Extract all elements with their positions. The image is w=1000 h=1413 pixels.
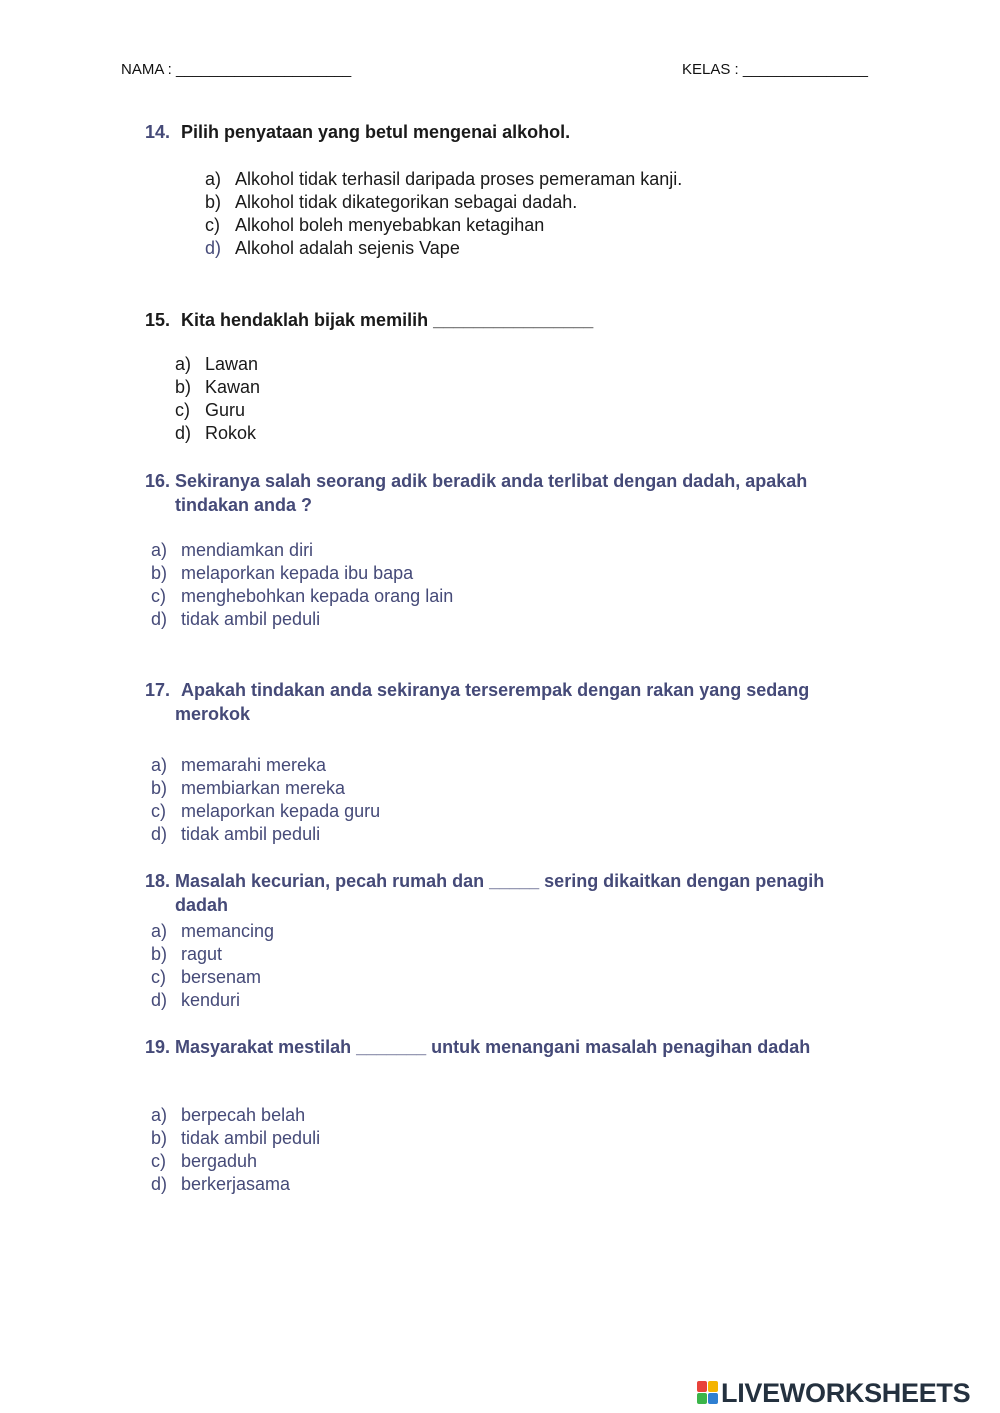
question-text: Masyarakat mestilah _______ untuk menangani masalah penagihan dadah	[175, 1037, 811, 1057]
option-text: melaporkan kepada guru	[181, 801, 381, 821]
question-text: Apakah tindakan anda sekiranya terserempak dengan rakan yang sedang merokok	[175, 680, 810, 724]
option-text: Lawan	[205, 354, 259, 374]
option-text: memancing	[181, 921, 275, 941]
option-letter: b)	[151, 778, 168, 798]
question-18	[145, 869, 845, 917]
question-number: 18.	[145, 871, 171, 891]
option-letter: d)	[151, 609, 168, 629]
option-text: Rokok	[205, 423, 257, 443]
option-letter: b)	[151, 563, 168, 583]
option-text: menghebohkan kepada orang lain	[181, 586, 454, 606]
name-field[interactable]: NAMA : _____________________	[121, 61, 352, 78]
option-19d[interactable]	[151, 1173, 290, 1196]
question-17	[145, 678, 825, 726]
option-17d[interactable]	[151, 823, 320, 846]
option-18a[interactable]	[151, 920, 274, 943]
option-18d[interactable]	[151, 989, 240, 1012]
option-17b[interactable]	[151, 777, 345, 800]
option-letter: d)	[205, 238, 222, 258]
option-text: tidak ambil peduli	[181, 824, 321, 844]
option-16c[interactable]	[151, 585, 453, 608]
option-text: kenduri	[181, 990, 241, 1010]
option-14a[interactable]	[205, 168, 682, 191]
option-text: Alkohol tidak dikategorikan sebagai dadah.	[235, 192, 578, 212]
option-text: Alkohol tidak terhasil daripada proses pemeraman kanji.	[235, 169, 683, 189]
option-text: melaporkan kepada ibu bapa	[181, 563, 414, 583]
option-letter: c)	[151, 801, 166, 821]
question-number: 15.	[145, 310, 171, 330]
liveworksheets-logo-text: LIVEWORKSHEETS	[721, 1377, 971, 1408]
option-letter: b)	[151, 1128, 168, 1148]
question-text: Masalah kecurian, pecah rumah dan _____ sering dikaitkan dengan penagih dadah	[175, 871, 825, 915]
option-14b[interactable]	[205, 191, 577, 214]
option-text: Kawan	[205, 377, 261, 397]
option-letter: c)	[151, 586, 166, 606]
option-text: memarahi mereka	[181, 755, 327, 775]
option-letter: a)	[151, 755, 168, 775]
option-text: Alkohol adalah sejenis Vape	[235, 238, 460, 258]
question-text: Pilih penyataan yang betul mengenai alkohol.	[181, 122, 571, 142]
option-letter: b)	[151, 944, 168, 964]
option-16d[interactable]	[151, 608, 320, 631]
option-18b[interactable]	[151, 943, 222, 966]
option-text: tidak ambil peduli	[181, 1128, 321, 1148]
class-field[interactable]: KELAS : _______________	[682, 61, 868, 78]
liveworksheets-logo[interactable]	[697, 1377, 970, 1409]
option-text: berpecah belah	[181, 1105, 306, 1125]
question-16	[145, 469, 845, 517]
option-17a[interactable]	[151, 754, 326, 777]
option-16a[interactable]	[151, 539, 313, 562]
question-14	[145, 120, 845, 144]
option-15d[interactable]	[175, 422, 256, 445]
option-letter: d)	[151, 824, 168, 844]
option-letter: a)	[151, 1105, 168, 1125]
question-19	[145, 1035, 845, 1059]
option-17c[interactable]	[151, 800, 380, 823]
option-letter: c)	[205, 215, 220, 235]
option-15b[interactable]	[175, 376, 260, 399]
liveworksheets-logo-icon	[697, 1381, 719, 1405]
option-letter: b)	[175, 377, 192, 397]
option-letter: c)	[151, 1151, 166, 1171]
option-letter: d)	[151, 1174, 168, 1194]
option-text: tidak ambil peduli	[181, 609, 321, 629]
option-letter: d)	[151, 990, 168, 1010]
option-letter: d)	[175, 423, 192, 443]
option-letter: a)	[205, 169, 222, 189]
option-text: Guru	[205, 400, 246, 420]
question-15	[145, 308, 845, 332]
question-number: 16.	[145, 471, 171, 491]
option-19a[interactable]	[151, 1104, 305, 1127]
option-text: membiarkan mereka	[181, 778, 346, 798]
option-text: ragut	[181, 944, 223, 964]
question-number: 14.	[145, 122, 171, 142]
option-text: berkerjasama	[181, 1174, 291, 1194]
option-18c[interactable]	[151, 966, 261, 989]
option-15c[interactable]	[175, 399, 245, 422]
option-letter: b)	[205, 192, 222, 212]
option-text: bergaduh	[181, 1151, 258, 1171]
option-14d[interactable]	[205, 237, 460, 260]
option-text: mendiamkan diri	[181, 540, 314, 560]
option-text: Alkohol boleh menyebabkan ketagihan	[235, 215, 545, 235]
option-15a[interactable]	[175, 353, 258, 376]
option-text: bersenam	[181, 967, 262, 987]
option-letter: a)	[151, 921, 168, 941]
question-number: 19.	[145, 1037, 171, 1057]
question-number: 17.	[145, 680, 171, 700]
question-text: Sekiranya salah seorang adik beradik anda terlibat dengan dadah, apakah tindakan anda ?	[175, 471, 808, 515]
option-letter: c)	[151, 967, 166, 987]
option-14c[interactable]	[205, 214, 544, 237]
option-letter: a)	[175, 354, 192, 374]
option-19b[interactable]	[151, 1127, 320, 1150]
option-letter: c)	[175, 400, 190, 420]
option-letter: a)	[151, 540, 168, 560]
option-19c[interactable]	[151, 1150, 257, 1173]
question-text: Kita hendaklah bijak memilih ________________	[181, 310, 594, 330]
option-16b[interactable]	[151, 562, 413, 585]
